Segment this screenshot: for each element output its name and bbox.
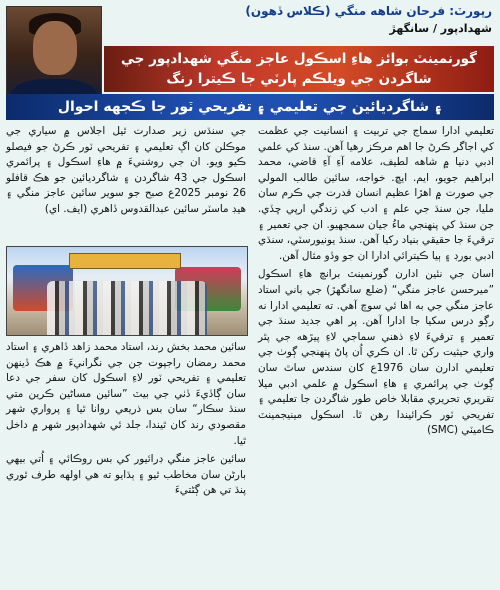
article-left-column-top (6, 124, 246, 221)
photo-face (33, 21, 77, 75)
paragraph: جي سنڌس زير صدارت ٿيل اجلاس ۾ سياري جي موڪلن کان اڳ تعليمي ۽ تفريحي ٽور ڪرڻ جو فيصلو ڪيو ويو. ان جي روشنيءَ ۾ هاءِ اسڪول ۽ پرائمري اسڪول جي 43 شاگردن ۽ شاگرديائين جو هڪ قافلو 26 نومبر 2025ع صبح جو سوير سائين عاجز منگي ۽ هيڊ ماسٽر سائين عبدالقدوس ڏاهري (ايف. اي) (6, 125, 246, 215)
event-photo (6, 246, 248, 336)
paragraph: تعليمي ادارا سماج جي تربيت ۽ انسانيت جي عظمت کي اجاگر ڪرڻ جا اهم مرڪز رهيا آهن. سنڌ کي علمي ادبي دنيا ۾ شاهه لطيف، علامه آءِ آءِ قاضي، محمد ابراهيم جويو، ايم. ايڇ. خواجه، سائين طالب المولي جي صورت ۾ اهڙا عظيم انسان قدرت جي ڪرم سان مليا، جن سنڌ جي علم ۽ ادب کي زندگي ارپي ڇڏي. جن سنڌ کي پنهنجي ماءُ جيان سمجهيو. ان جي تعمير ۽ ترقيءَ جا حقيقي بنياد رکيا آهن. سنڌ يونيورسٽي، سنڌي ادبي بورڊ ۽ ٻيا ڪيترائي ادارا ان جو وڏو مثال آهن. (258, 125, 494, 262)
subhead: ۽ شاگرديائين جي تعليمي ۽ تفريحي ٽور جا ڪجهه احوال (6, 94, 494, 120)
paragraph: سائين محمد بخش رند، استاد محمد زاهد ڏاهري ۽ استاد محمد رمضان راجپوت جن جي نگرانيءَ ۾ هڪ ڏينهن تعليمي ۽ تفريحي ٽور لاءِ اسڪول کان سفر جي دعا سان ڳاڏيءَ ڏٺي جي بيٽ ”سائين مساڻين ڪرين متي سنڌ سڪار“ سان بس ذريعي روانا ٿيا ۽ پرواري شهر مقصودي رند کان ٿيندا، جلد ئي شهدادپور شهر ۾ داخل ٿيا. (6, 341, 246, 447)
headline: گورنمينٽ بوائز هاءِ اسڪول عاجز منگي شهدادپور جي شاگردن جي ويلڪم پارٽي جا ڪيترا رنگ (104, 46, 494, 92)
byline: رپورٽ: فرحان شاهه منگي (ڪلاس ڏهون) (245, 4, 492, 18)
paragraph: سائين عاجز منگي ڊرائيور کي بس روڪائي ۽ اُتي بيهي بارڻن سان مخاطب ٿيو ۽ ٻڌايو ته هي اولهه طرف ٿوري پنڌ تي هن ڳڻتيءَ (6, 453, 246, 497)
paragraph: اسان جي نئين ادارن گورنمينٽ برانچ هاءِ اسڪول ”ميرحسن عاجز منگي“ (ضلع سانگهڙ) جي باني استاد عاجز منگي جي به اها ئي سوچ آهي. ته تعليمي ادارا نه رڳو درس سکيا جا ادارا آهن. پر اهي جديد سنڌ جي تعمير ۽ ترقيءَ لاءِ ذهني سماجي لاءِ پيڙهه جي پٿر واري حيثيت رکن ٿا. ان ڪري اُن پاڻ پنهنجي ڳوٺ جي تعليمي ادارن سان 1976ع کان سندس ساٿ سان ڳوٺ جي پرائمري ۽ هاءِ اسڪول ۾ علمي ادبي ميلا تقريري تحريري مقابلا خاص طور شاگردن جا تعليمي ۽ تفريحي ٽور ڪرائيندا رهن ٿا. اسڪول مينيجمينٽ ڪاميٽي (SMC) (258, 268, 495, 437)
dateline: شهدادپور / سانگهڙ (389, 22, 492, 35)
student-group (47, 281, 207, 335)
banner-sign (69, 253, 181, 269)
article-left-column-bottom (6, 340, 246, 502)
article-right-column (258, 124, 494, 442)
